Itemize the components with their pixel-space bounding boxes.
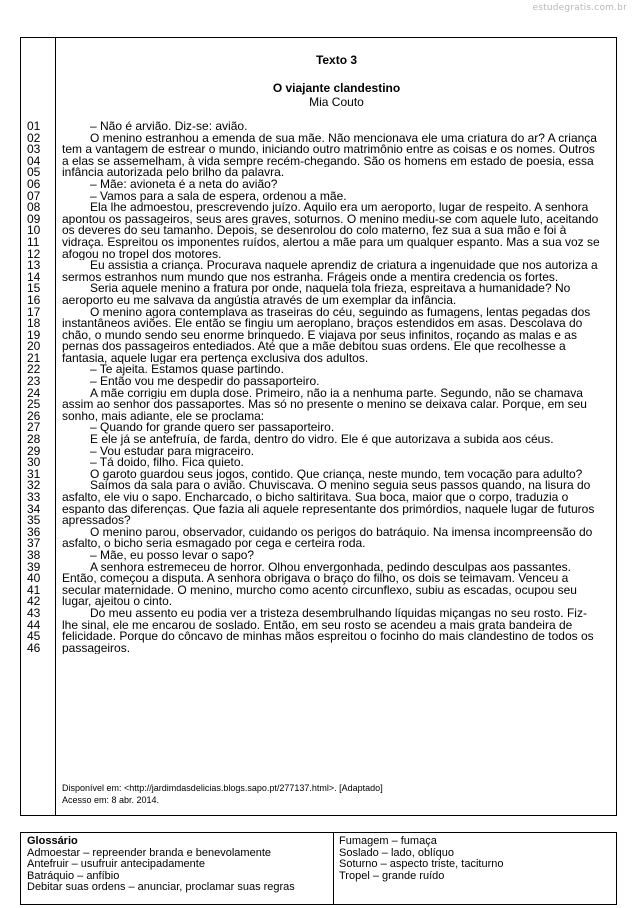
line-number: 08 [27,200,41,215]
source-citation [62,782,602,806]
line-number: 46 [27,640,41,655]
glossary-entry: Soslado – lado, oblíquo [339,846,454,859]
line-number: 04 [27,153,41,168]
text-line: afogou no tropel dos motores. [62,248,222,261]
text-line: O garoto guardou seus jogos, contido. Que criança, neste mundo, tem vocação para adulto? [90,468,583,481]
line-number: 34 [27,501,41,516]
line-number: 40 [27,571,41,586]
line-numbers [27,121,51,654]
text-line: Saímos da sala para o avião. Chuviscava. O menino seguia seus passos quando, na lisura do [90,480,591,492]
text-line: secular maternidade. O menino, murcho como acento circunflexo, subiu as escadas, ocupou seu [62,584,577,597]
line-number: 36 [27,524,41,539]
text-line: asfalto, o bicho seria esmagado por cega e certeira roda. [62,538,366,550]
text-line: A mãe corrigiu em dupla dose. Primeiro, não ia a nenhuma parte. Segundo, não se chamava [90,387,583,400]
line-number: 45 [27,629,41,644]
line-number: 27 [27,420,41,435]
text-line: chão, o mundo sendo seu enorme brinquedo. E viajava por seus infinitos, roçando as malas e as [62,329,577,342]
text-line: passageiros. [62,642,131,655]
text-line: – Te ajeita. Estamos quase partindo. [90,364,284,377]
line-number: 30 [27,455,41,470]
line-number: 17 [27,304,41,319]
line-number: 32 [27,478,41,493]
text-line: – Vou estudar para migraceiro. [90,445,255,458]
line-number: 06 [27,176,41,191]
glossary-entry: Fumagem – fumaça [339,835,437,847]
glossary-entry: Soturno – aspecto triste, taciturno [339,858,504,870]
text-line: Ela lhe admoestou, prescrevendo juízo. Aquilo era um aeroporto, lugar de respeito. A senhora [90,202,589,214]
glossary-entry: Admoestar – repreender branda e benevolamente [27,846,271,859]
glossary-entry: Batráquio – anfíbio [27,869,120,882]
text-line: – Quando for grande quero ser passaporteiro. [90,422,335,435]
line-number: 11 [27,234,40,249]
line-number: 02 [27,130,41,145]
glossary-entry: Tropel – grande ruído [339,869,445,882]
story-body [62,121,610,654]
text-line: sonho, mais adiante, ele se proclama: [62,410,265,423]
glossary-heading: Glossário [27,835,78,847]
text-line: apontou os passageiros, seus ares graves, soturnos. O menino mediu-se com aquele luto, aceitando [62,213,599,226]
text-line: aeroporto eu me salvava da angústia através de um exemplar da infância. [62,294,457,307]
glossary-right-column [339,836,609,882]
text-line: vidraça. Espreitou os imponentes ruídos, alertou a mãe para um qualquer espanto. Mas a sua voz se [62,236,600,249]
text-line: O menino parou, observador, cuidando os perigos do batráquio. Na imensa incompreensão do [90,526,593,539]
line-number: 38 [27,547,41,562]
text-line: Então, começou a disputa. A senhora obrigava o braço do filho, os dois se teimavam. Venceu a [62,573,569,585]
line-number: 19 [27,327,41,342]
line-number: 07 [27,188,41,203]
text-line: A senhora estremeceu de horror. Olhou envergonhada, pedindo desculpas aos passantes. [90,561,571,574]
line-number: 41 [27,582,41,597]
text-line: Seria aquele menino a fratura por onde, naquela tola frieza, espreitava a humanidade? No [90,283,571,295]
line-number: 14 [27,269,41,284]
line-number: 31 [27,466,41,481]
text-line: espanto das diferenças. Que fazia ali aquele representante dos primórdios, naquele lugar de futuros [62,503,595,516]
text-line: O menino agora contemplava as traseiras do céu, seguindo as fumagens, lentas pegadas dos [90,306,591,319]
line-number: 15 [27,281,41,296]
text-line: asfalto, ele viu o sapo. Encharcado, o bicho saltiritava. Sua boca, maior que o corpo, traduzia o [62,492,569,504]
text-line: lugar, ajeitou o cinto. [62,596,173,608]
text-line: fantasia, aquele lugar era pertença exclusiva dos adultos. [62,352,369,365]
story-author: Mia Couto [309,95,364,109]
text-line: os deveres do seu tamanho. Depois, se desenrolou do colo materno, fez sua a sua mão e foi à [62,225,567,237]
text-line: sermos estranhos num mundo que nos estranha. Frágeis onde a mentira credencia os fortes. [62,271,559,284]
text-line: tem a vantagem de estrear o mundo, iniciando outro matrimônio entre as coisas e os nomes. Outros [62,144,595,156]
text-line: Do meu assento eu podia ver a tristeza desembrulhando líquidas miçangas no seu rosto. Fiz- [90,607,587,620]
line-number: 29 [27,443,41,458]
line-number: 28 [27,432,41,447]
text-line: – Vamos para a sala de espera, ordenou a mãe. [90,190,347,203]
text-line: apressados? [62,515,131,527]
glossary-divider [333,833,334,904]
line-number: 42 [27,594,41,609]
line-number: 26 [27,408,41,423]
line-number: 05 [27,165,41,180]
line-number: 35 [27,513,41,528]
text-line: – Não é arvião. Diz-se: avião. [90,121,248,133]
line-number: 13 [27,258,41,273]
line-number: 33 [27,490,41,504]
glossary-entry: Antefruir – usufruir antecipadamente [27,858,205,870]
line-number: 24 [27,385,41,400]
text-line: – Mãe, eu posso levar o sapo? [90,549,255,562]
line-number: 23 [27,374,41,389]
text-line: Eu assistia a criança. Procurava naquele aprendiz de criatura a ingenuidade que nos autoriza a [90,260,598,272]
line-number: 20 [27,339,41,354]
glossary-entry: Debitar suas ordens – anunciar, proclamar suas regras [27,881,295,893]
text-line: O menino estranhou a emenda de sua mãe. Não mencionava ele uma criatura do ar? A criança [90,132,597,145]
text-line: – Mãe: avioneta é a neta do avião? [90,178,278,191]
text-line: infância autorizada pelo brilho da palavra. [62,167,285,179]
line-number: 21 [27,350,41,365]
line-number: 12 [27,246,41,261]
line-number: 43 [27,605,41,620]
glossary-left-column [27,836,327,894]
line-number: 39 [27,559,41,574]
glossary-box [20,832,617,905]
line-number: 18 [27,316,41,331]
text-line: lhe sinal, ele me encarou de soslado. Então, em seu rosto se acendeu a mais grata bandeira de [62,619,573,632]
text-line: – Então vou me despedir do passaporteiro. [90,376,320,388]
line-number: 25 [27,397,41,412]
line-number: 09 [27,211,41,226]
line-number: 16 [27,292,41,307]
text-line: felicidade. Porque do côncavo de minhas mãos espreitou o focinho do mais clandestino de todos os [62,631,594,643]
text-line: instantâneos aviões. Ele então se fingiu um aeroplano, braços estendidos em asas. Descolava do [62,318,583,330]
text-title: Texto 3 [315,53,358,67]
text-line: assim ao senhor dos passaportes. Mas só no presente o menino se deixava calar. Porque, em seu [62,399,587,411]
line-number-divider [55,37,56,816]
source-access-date: Acesso em: 8 abr. 2014. [62,795,160,805]
text-line: pernas dos passageiros entediados. Até que a mãe debitou suas ordens. Ele que recolhesse a [62,341,566,353]
line-number: 44 [27,617,41,632]
site-watermark: estudegratis.com.br [532,3,627,13]
source-url: Disponível em: <http://jardimdasdelicias.blogs.sapo.pt/277137.html>. [Adaptado] [62,783,383,793]
line-number: 10 [27,223,41,238]
story-title: O viajante clandestino [272,81,401,95]
line-number: 37 [27,536,41,551]
line-number: 01 [27,119,41,133]
line-number: 03 [27,142,41,157]
text-line: a elas se assemelham, à vida sempre recém-chegando. São os homens em estado de poesia, essa [62,155,594,168]
line-number: 22 [27,362,41,377]
text-line: – Tá doido, filho. Fica quieto. [90,457,244,469]
text-line: E ele já se antefruía, de farda, dentro do vidro. Ele é que autorizava a subida aos céus. [90,434,554,446]
